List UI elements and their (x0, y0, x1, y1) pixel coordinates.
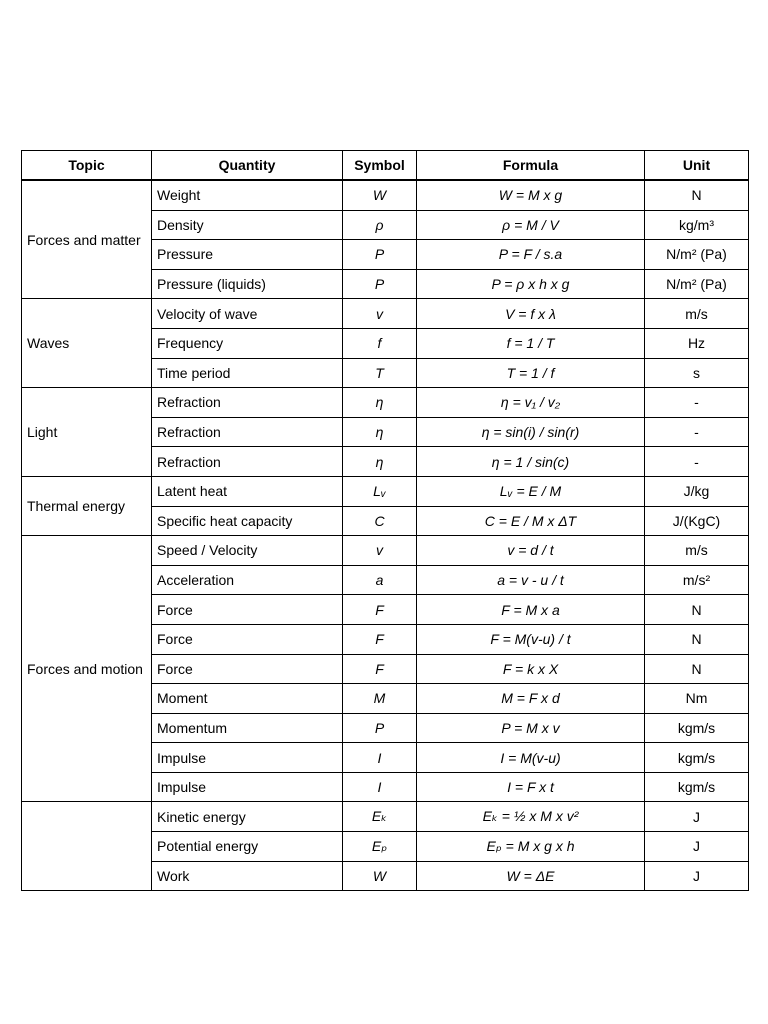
quantity-cell: Pressure (152, 240, 343, 270)
quantity-cell: Pressure (liquids) (152, 269, 343, 299)
unit-cell: - (645, 447, 749, 477)
formula-cell: F = k x X (417, 654, 645, 684)
formula-cell: I = F x t (417, 772, 645, 802)
header-quantity: Quantity (152, 151, 343, 181)
formula-cell: η = v₁ / v₂ (417, 388, 645, 418)
symbol-cell: ρ (343, 210, 417, 240)
quantity-cell: Density (152, 210, 343, 240)
quantity-cell: Potential energy (152, 832, 343, 862)
quantity-cell: Momentum (152, 713, 343, 743)
unit-cell: J/(KgC) (645, 506, 749, 536)
unit-cell: N/m² (Pa) (645, 240, 749, 270)
formula-table (21, 150, 749, 891)
formula-cell: W = ΔE (417, 861, 645, 891)
quantity-cell: Specific heat capacity (152, 506, 343, 536)
header-formula: Formula (417, 151, 645, 181)
formula-cell: Eₚ = M x g x h (417, 832, 645, 862)
formula-cell: f = 1 / T (417, 328, 645, 358)
quantity-cell: Speed / Velocity (152, 536, 343, 566)
symbol-cell: η (343, 447, 417, 477)
unit-cell: m/s (645, 299, 749, 329)
quantity-cell: Force (152, 654, 343, 684)
symbol-cell: W (343, 861, 417, 891)
symbol-cell: T (343, 358, 417, 388)
symbol-cell: P (343, 240, 417, 270)
formula-cell: η = sin(i) / sin(r) (417, 417, 645, 447)
unit-cell: N (645, 595, 749, 625)
formula-cell: a = v - u / t (417, 565, 645, 595)
formula-cell: P = ρ x h x g (417, 269, 645, 299)
symbol-cell: P (343, 269, 417, 299)
quantity-cell: Force (152, 624, 343, 654)
quantity-cell: Moment (152, 684, 343, 714)
quantity-cell: Refraction (152, 388, 343, 418)
unit-cell: kg/m³ (645, 210, 749, 240)
symbol-cell: η (343, 417, 417, 447)
symbol-cell: P (343, 713, 417, 743)
formula-cell: M = F x d (417, 684, 645, 714)
table-row (22, 180, 749, 210)
unit-cell: N/m² (Pa) (645, 269, 749, 299)
symbol-cell: v (343, 536, 417, 566)
unit-cell: Nm (645, 684, 749, 714)
quantity-cell: Impulse (152, 743, 343, 773)
formula-cell: C = E / M x ΔT (417, 506, 645, 536)
formula-cell: F = M(v-u) / t (417, 624, 645, 654)
symbol-cell: v (343, 299, 417, 329)
symbol-cell: F (343, 595, 417, 625)
symbol-cell: Eₚ (343, 832, 417, 862)
quantity-cell: Frequency (152, 328, 343, 358)
symbol-cell: W (343, 180, 417, 210)
formula-cell: ρ = M / V (417, 210, 645, 240)
topic-cell (22, 802, 152, 891)
unit-cell: N (645, 654, 749, 684)
header-unit: Unit (645, 151, 749, 181)
formula-cell: W = M x g (417, 180, 645, 210)
symbol-cell: I (343, 743, 417, 773)
formula-cell: Eₖ = ½ x M x v² (417, 802, 645, 832)
quantity-cell: Refraction (152, 447, 343, 477)
table-row (22, 536, 749, 566)
unit-cell: kgm/s (645, 713, 749, 743)
unit-cell: J (645, 832, 749, 862)
symbol-cell: I (343, 772, 417, 802)
formula-cell: V = f x λ (417, 299, 645, 329)
formula-cell: F = M x a (417, 595, 645, 625)
topic-cell: Thermal energy (22, 476, 152, 535)
unit-cell: s (645, 358, 749, 388)
topic-cell: Forces and motion (22, 536, 152, 802)
table-row (22, 802, 749, 832)
formula-cell: P = M x v (417, 713, 645, 743)
topic-cell: Forces and matter (22, 180, 152, 299)
quantity-cell: Acceleration (152, 565, 343, 595)
symbol-cell: M (343, 684, 417, 714)
unit-cell: - (645, 388, 749, 418)
topic-cell: Light (22, 388, 152, 477)
unit-cell: N (645, 624, 749, 654)
quantity-cell: Kinetic energy (152, 802, 343, 832)
symbol-cell: f (343, 328, 417, 358)
topic-cell: Waves (22, 299, 152, 388)
table-row (22, 388, 749, 418)
unit-cell: - (645, 417, 749, 447)
symbol-cell: Lᵥ (343, 476, 417, 506)
unit-cell: J (645, 802, 749, 832)
quantity-cell: Refraction (152, 417, 343, 447)
unit-cell: J/kg (645, 476, 749, 506)
table-row (22, 476, 749, 506)
symbol-cell: C (343, 506, 417, 536)
quantity-cell: Time period (152, 358, 343, 388)
formula-cell: Lᵥ = E / M (417, 476, 645, 506)
unit-cell: Hz (645, 328, 749, 358)
formula-cell: η = 1 / sin(c) (417, 447, 645, 477)
formula-cell: P = F / s.a (417, 240, 645, 270)
formula-cell: I = M(v-u) (417, 743, 645, 773)
formula-cell: v = d / t (417, 536, 645, 566)
header-row (22, 151, 749, 181)
quantity-cell: Force (152, 595, 343, 625)
symbol-cell: Eₖ (343, 802, 417, 832)
unit-cell: m/s (645, 536, 749, 566)
quantity-cell: Impulse (152, 772, 343, 802)
quantity-cell: Velocity of wave (152, 299, 343, 329)
unit-cell: kgm/s (645, 743, 749, 773)
formula-cell: T = 1 / f (417, 358, 645, 388)
unit-cell: kgm/s (645, 772, 749, 802)
unit-cell: J (645, 861, 749, 891)
table-row (22, 299, 749, 329)
header-topic: Topic (22, 151, 152, 181)
symbol-cell: η (343, 388, 417, 418)
quantity-cell: Latent heat (152, 476, 343, 506)
quantity-cell: Weight (152, 180, 343, 210)
header-symbol: Symbol (343, 151, 417, 181)
quantity-cell: Work (152, 861, 343, 891)
unit-cell: N (645, 180, 749, 210)
symbol-cell: F (343, 624, 417, 654)
symbol-cell: F (343, 654, 417, 684)
symbol-cell: a (343, 565, 417, 595)
unit-cell: m/s² (645, 565, 749, 595)
table-body (22, 180, 749, 891)
table-header (22, 151, 749, 181)
